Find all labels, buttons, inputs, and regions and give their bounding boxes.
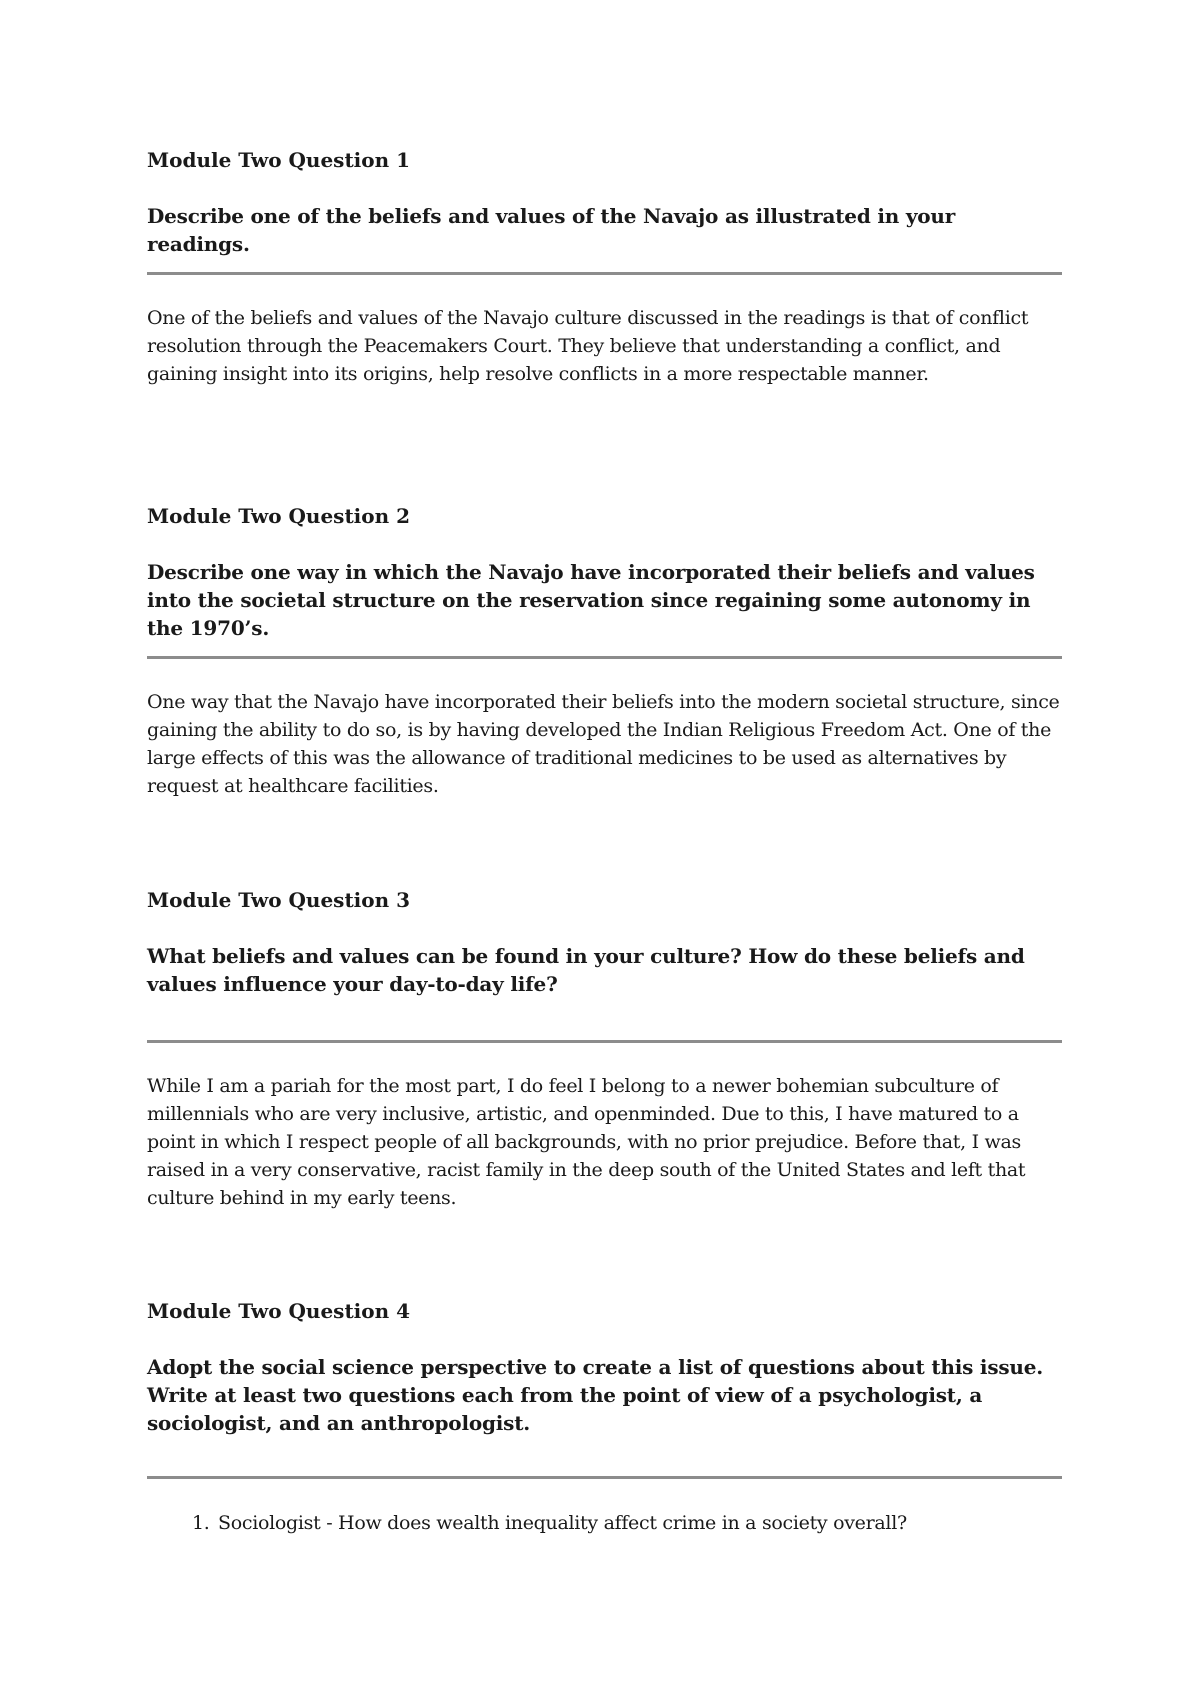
question-title: Module Two Question 4 <box>147 1299 411 1323</box>
list-item <box>192 1509 1062 1537</box>
list-item-number: 1. <box>192 1512 210 1534</box>
question-prompt: What beliefs and values can be found in your culture? How do these beliefs and values influence your day-to-day life? <box>147 944 1025 996</box>
divider-rule <box>147 1040 1062 1043</box>
divider-rule <box>147 272 1062 275</box>
divider-rule <box>147 1476 1062 1479</box>
answer-text: One way that the Navajo have incorporated their beliefs into the modern societal structure, since gaining the ability to do so, is by having developed the Indian Religious Freedom Act. One of the large effects of this was the allowance of traditional medicines to be used as alternatives by request at healthcare facilities. <box>147 691 1060 797</box>
question-prompt: Adopt the social science perspective to create a list of questions about this issue. Write at least two questions each from the point of view of a psychologist, a sociologist, and an anthropologist. <box>147 1355 1044 1435</box>
question-prompt: Describe one of the beliefs and values of the Navajo as illustrated in your readings. <box>147 204 956 256</box>
list-item-text: Sociologist - How does wealth inequality affect crime in a society overall? <box>218 1512 907 1534</box>
question-title: Module Two Question 2 <box>147 504 411 528</box>
answer-list <box>192 1509 1062 1537</box>
question-title: Module Two Question 3 <box>147 888 411 912</box>
question-title: Module Two Question 1 <box>147 148 411 172</box>
answer-text: While I am a pariah for the most part, I do feel I belong to a newer bohemian subculture of millennials who are very inclusive, artistic, and openminded. Due to this, I have matured to a point in which I respect people of all backgrounds, with no prior prejudice. Before that, I was raised in a very conservative, racist family in the deep south of the United States and left that culture behind in my early teens. <box>147 1075 1026 1209</box>
answer-text: One of the beliefs and values of the Navajo culture discussed in the readings is that of conflict resolution through the Peacemakers Court. They believe that understanding a conflict, and gaining insight into its origins, help resolve conflicts in a more respectable manner. <box>147 307 1029 385</box>
question-prompt: Describe one way in which the Navajo have incorporated their beliefs and values into the societal structure on the reservation since regaining some autonomy in the 1970’s. <box>147 560 1035 640</box>
divider-rule <box>147 656 1062 659</box>
